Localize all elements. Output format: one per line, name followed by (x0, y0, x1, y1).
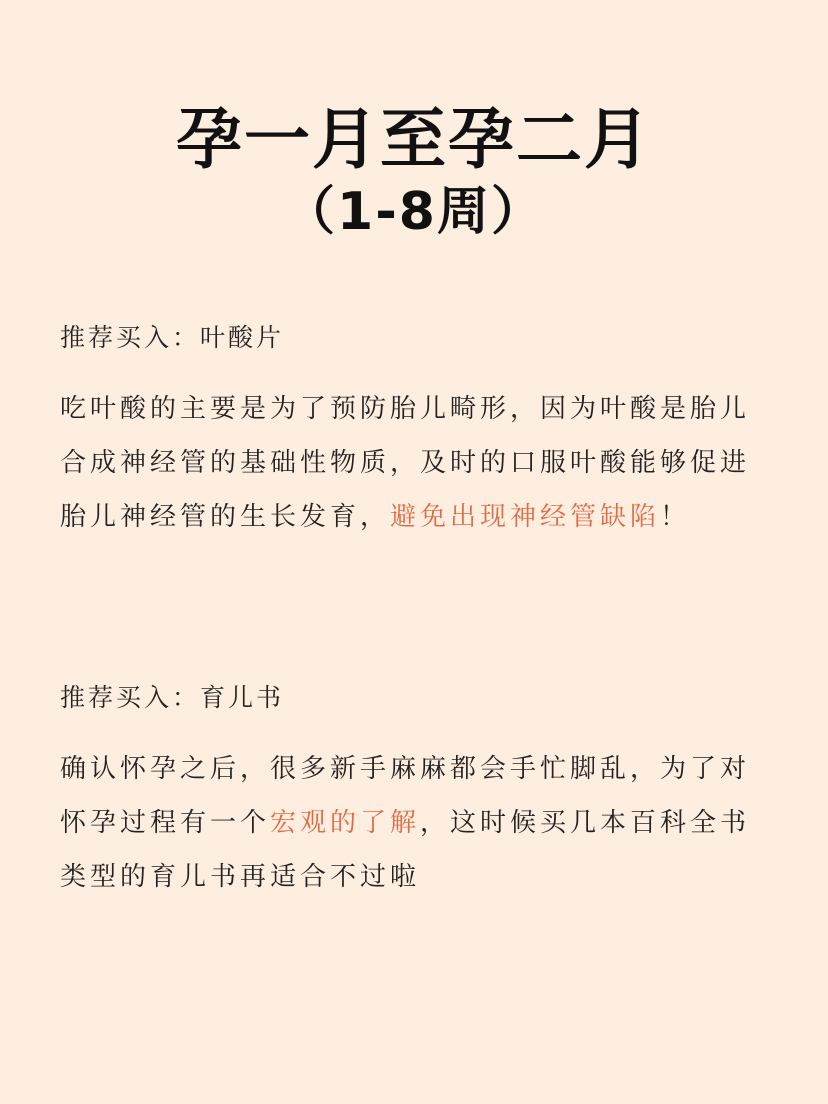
body-text: 确认怀孕之后，很多新手麻麻都会手忙脚乱，为了对怀孕过程有一个 (60, 754, 751, 838)
highlight-text: 避免出现神经管缺陷 (390, 502, 661, 532)
page-title: 孕一月至孕二月 (176, 101, 652, 178)
body-text-end: ，这时候买几本百科全书类型的育儿书再适合不过啦 (60, 808, 751, 892)
section-body (60, 742, 772, 904)
highlight-text: 宏观的了解 (270, 808, 421, 838)
body-text-end: ！ (660, 502, 691, 532)
section-parenting-book (60, 678, 772, 904)
section-heading: 推荐买入：叶酸片 (60, 323, 285, 352)
section-folic-acid (60, 318, 772, 544)
body-text: 吃叶酸的主要是为了预防胎儿畸形，因为叶酸是胎儿合成神经管的基础性物质，及时的口服叶酸能够促进胎儿神经管的生长发育， (60, 394, 751, 532)
section-heading: 推荐买入：育儿书 (60, 683, 285, 712)
section-body (60, 382, 772, 544)
page-subtitle: （1-8周） (283, 182, 545, 242)
